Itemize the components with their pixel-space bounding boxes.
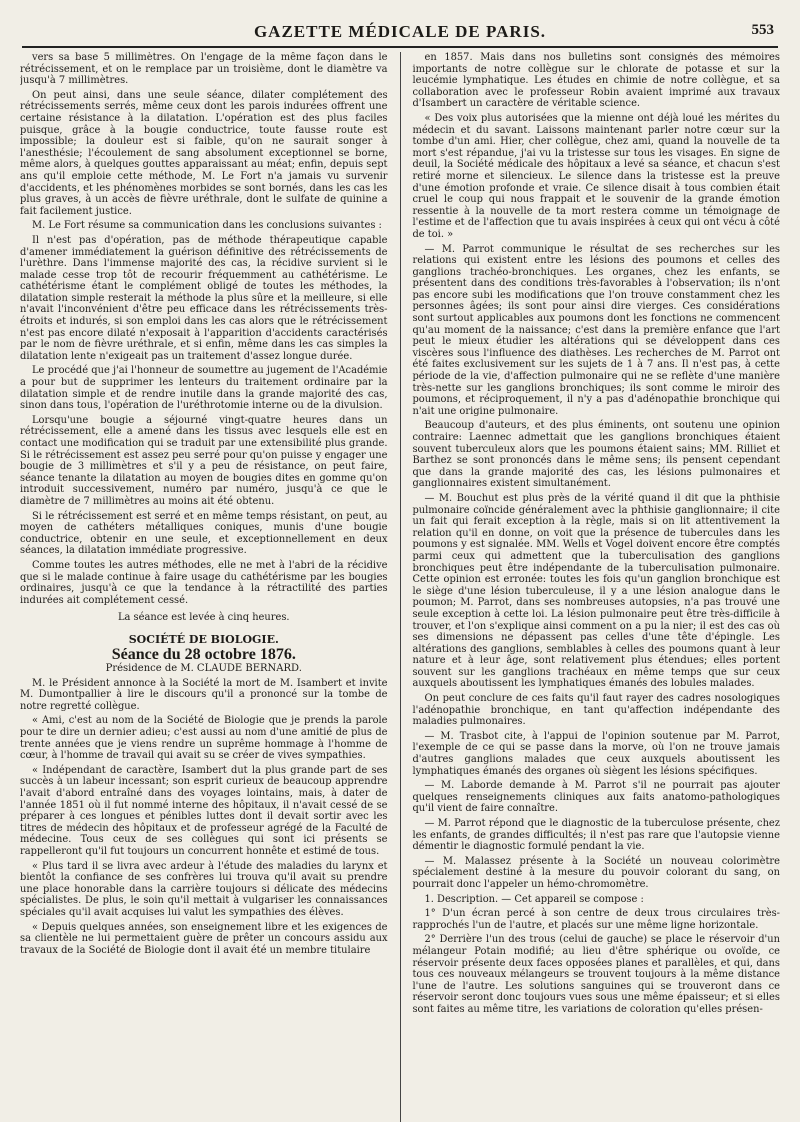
paragraph: M. le Président annonce à la Société la mort de M. Isambert et invite M. Dumontpallier à lire le discours qu'il a prononcé sur la tombe de notre regretté collègue. [20,677,388,712]
paragraph: — M. Laborde demande à M. Parrot s'il ne pourrait pas ajouter quelques renseignements cliniques aux faits anatomo-pathologiques qu'il vient de faire connaître. [412,780,780,815]
paragraph: « Indépendant de caractère, Isambert dut la plus grande part de ses succès à un labeur incessant; son esprit curieux de beaucoup apprendre l'avait d'abord entraîné dans des voyages lointains, mais, à dater de l'année 1851 où il fut nommé interne des hôpitaux, il n'avait cessé de se préparer à ces longues et pénibles luttes dont il devait sortir avec les titres de médecin des hôpitaux et de professeur agrégé de la Faculté de médecine. Tous ceux de ses collègues qui sont ici présents se rappelleront qu'il fut toujours un concurrent honnête et estimé de tous. [20,764,388,857]
paragraph: M. Le Fort résume sa communication dans les conclusions suivantes : [32,220,382,232]
paragraph: — M. Trasbot cite, à l'appui de l'opinion soutenue par M. Parrot, l'exemple de ce qui se passe dans la morve, où l'on ne trouve jamais d'autres ganglions malades que ceux auxquels aboutissent les lymphatiques émanés des organes où siègent les lésions spécifiques. [412,730,780,777]
paragraph: Si le rétrécissement est serré et en même temps résistant, on peut, au moyen de cathéters métalliques coniques, munis d'une bougie conductrice, obtenir en une seule, et exceptionnellement en deux séances, la dilatation immédiate progressive. [20,510,388,557]
paragraph: Le procédé que j'ai l'honneur de soumettre au jugement de l'Académie a pour but de supprimer les lenteurs du traitement ordinaire par la dilatation simple et de rendre inutile dans la grande majorité des cas, sinon dans tous, l'opération de l'uréthrotomie interne ou de la divulsion. [20,365,388,412]
paragraph: « Plus tard il se livra avec ardeur à l'étude des maladies du larynx et bientôt la confiance de ses confrères lui trouva qu'il avait su prendre une place honorable dans la carrière toujours si délicate des médecins spécialistes. De plus, le soin qu'il mettait à vulgariser les connaissances spéciales qu'il avait acquises lui valut les sympathies des élèves. [20,860,388,918]
paragraph: Comme toutes les autres méthodes, elle ne met à l'abri de la récidive que si le malade continue à faire usage du cathétérisme par les bougies ordinaires, jusqu'à ce que la tendance à la rétractilité des parties indurées ait complétement cessé. [20,559,388,606]
paragraph: 2° Derrière l'un des trous (celui de gauche) se place le réservoir d'un mélangeur Potain modifié; au lieu d'être sphérique ou ovoïde, ce réservoir présente deux faces opposées planes et parallèles, et qui, dans tous ces nouveaux mélangeurs se trouvent toujours à la même distance l'une de l'autre. Les solutions sanguines qui se trouveront dans ce réservoir seront donc toujours vues sous une même épaisseur; et si elles sont faites au même titre, les variations de coloration qu'elles présen- [412,934,780,1015]
adjournment-note: La séance est levée à cinq heures. [117,612,290,624]
right-column [412,52,780,1122]
paragraph: 1. Description. — Cet appareil se compose : [424,893,644,905]
paragraph: vers sa base 5 millimètres. On l'engage de la même façon dans le rétrécissement, et on le remplace par un troisième, dont le diamètre va jusqu'à 7 millimètres. [20,52,388,87]
paragraph: On peut ainsi, dans une seule séance, dilater complétement des rétrécissements serrés, même ceux dont les parois indurées offrent une certaine résistance à la dilatation. L'opération est des plus faciles puisque, grâce à la bougie conductrice, toute fausse route est impossible; la douleur est si faible, qu'on ne saurait songer à l'anesthésie; l'écoulement de sang absolument exceptionnel se borne, même alors, à quelques gouttes apparaissant au méat; enfin, depuis sept ans qu'il emploie cette méthode, M. Le Fort n'a jamais vu survenir d'accidents, et les phénomènes morbides se sont bornés, dans les cas les plus graves, à un accès de fièvre uréthrale, dont le sulfate de quinine a fait facilement justice. [20,89,388,217]
paragraph: en 1857. Mais dans nos bulletins sont consignés des mémoires importants de notre collègue sur le chlorate de potasse et sur la leucémie lymphatique. Les études en chimie de notre collègue, et sa collaboration avec le professeur Robin avaient imprimé aux travaux d'Isambert un caractère de véritable science. [412,52,780,110]
paragraph: « Ami, c'est au nom de la Société de Biologie que je prends la parole pour te dire un dernier adieu; c'est aussi au nom d'une amitié de plus de trente années que je viens rendre un suprême hommage à l'homme de cœur, à l'homme de travail qui avait su se créer de vives sympathies. [20,715,388,762]
column-divider [400,52,401,1122]
session-date-heading: Séance du 28 octobre 1876. [111,645,296,663]
paragraph: Beaucoup d'auteurs, et des plus éminents, ont soutenu une opinion contraire: Laennec admettait que les ganglions bronchiques étaient souvent tuberculeux alors que les poumons étaient sains; MM. Rilliet et Barthez se sont prononcés dans le même sens; ils pensent cependant que dans la grande majorité des cas, les lésions pulmonaires et ganglionnaires existent simultanément. [412,420,780,490]
masthead-title: GAZETTE MÉDICALE DE PARIS. [253,22,547,41]
paragraph: « Depuis quelques années, son enseignement libre et les exigences de sa clientèle ne lui permettaient guère de prêter un concours assidu aux travaux de la Société de Biologie dont il avait été un membre titulaire [20,921,388,956]
presidency-line: Présidence de M. CLAUDE BERNARD. [105,663,302,675]
paragraph: Lorsqu'une bougie a séjourné vingt-quatre heures dans un rétrécissement, elle a amené dans les tissus avec lesquels elle est en contact une modification qui se traduit par une extensibilité plus grande. Si le rétrécissement est assez peu serré pour qu'on puisse y engager une bougie de 3 millimètres et s'il y a peu de résistance, on peut faire, séance tenante la dilatation au moyen de bougies dites en gomme qu'on introduit successivement, numéro par numéro, jusqu'à ce que le diamètre de 7 millimètres au moins ait été obtenu. [20,414,388,507]
paragraph: — M. Bouchut est plus près de la vérité quand il dit que la phthisie pulmonaire coïncide généralement avec la phthisie ganglionnaire; il cite un fait qui ferait exception à la règle, mais si on lit attentivement la relation qu'il en donne, on voit que la présence de tubercules dans les poumons y est signalée. MM. Wells et Vogel doivent encore être comptés parmi ceux qui admettent que la tuberculisation des ganglions bronchiques peut être indépendante de la tuberculisation pulmonaire. Cette opinion est erronée: toutes les fois qu'un ganglion bronchique est le siège d'une lésion tuberculeuse, il y a une lésion analogue dans le poumon; M. Parrot, dans ses nombreuses autopsies, n'a pas trouvé une seule exception à cette loi. La lésion pulmonaire peut être très-difficile à trouver, et l'on s'explique ainsi comment on a pu la nier; il est des cas où ses dimensions ne dépassent pas celles d'une tête d'épingle. Les altérations des ganglions, semblables à celles des poumons quant à leur nature et à leur âge, sont relativement plus étendues; elles portent souvent sur les ganglions trachéaux en même temps que sur ceux auxquels aboutissent les lymphatiques émanés des lobules malades. [412,492,780,690]
society-heading: SOCIÉTÉ DE BIOLOGIE. [128,632,279,646]
page-number: 553 [751,22,774,38]
paragraph: Il n'est pas d'opération, pas de méthode thérapeutique capable d'amener immédiatement la guérison définitive des rétrécissements de l'urèthre. Dans l'immense majorité des cas, la récidive survient si le malade cesse trop tôt de recourir fréquemment au cathétérisme. Le cathétérisme étant le complément obligé de toutes les méthodes, la dilatation simple resterait la méthode la plus sûre et la meilleure, si elle n'avait l'inconvénient d'être peu efficace dans les rétrécissements très-étroits et indurés, si son emploi dans les cas alors que le rétrécissement n'est pas encore dilaté n'exposait à l'apparition d'accidents caractérisés par le nom de fièvre uréthrale, et si enfin, même dans les cas simples la dilatation lente n'exigeait pas un traitement d'assez longue durée. [20,234,388,362]
paragraph: On peut conclure de ces faits qu'il faut rayer des cadres nosologiques l'adénopathie bronchique, en tant qu'affection indépendante des maladies pulmonaires. [412,693,780,728]
page-header [22,16,778,48]
left-column [20,52,388,1122]
paragraph: 1° D'un écran percé à son centre de deux trous circulaires très-rapprochés l'un de l'autre, et placés sur une même ligne horizontale. [412,908,780,931]
paragraph: — M. Parrot répond que le diagnostic de la tuberculose présente, chez les enfants, de grandes difficultés; il n'est pas rare que l'autopsie vienne démentir le diagnostic formulé pendant la vie. [412,818,780,853]
paragraph: — M. Malassez présente à la Société un nouveau colorimètre spécialement destiné à la mesure du pouvoir colorant du sang, on pourrait donc l'appeler un hémo-chromomètre. [412,855,780,890]
two-column-body [16,52,784,1122]
paragraph: « Des voix plus autorisées que la mienne ont déjà loué les mérites du médecin et du savant. Laissons maintenant parler notre cœur sur la tombe d'un ami. Hier, cher collègue, chez ami, quand la nouvelle de ta mort s'est répandue, j'ai vu la tristesse sur tous les visages. En signe de deuil, la Société médicale des hôpitaux a levé sa séance, et chacun s'est retiré morne et silencieux. Le silence dans la tristesse est la preuve d'une émotion profonde et vraie. Ce silence disait à tous combien était cruel le coup qui nous frappait et le souvenir de la grande émotion ressentie à la nouvelle de ta mort restera comme un témoignage de l'estime et de l'affection que tu avais inspirées à ceux qui ont vécu à côté de toi. » [412,112,780,240]
paragraph: — M. Parrot communique le résultat de ses recherches sur les relations qui existent entre les lésions des poumons et celles des ganglions trachéo-bronchiques. Les organes, chez les enfants, se présentent dans des conditions très-favorables à l'observation; ils n'ont pas encore subi les modifications que l'on trouve constamment chez les personnes âgées; ils sont pour ainsi dire vierges. Ces considérations sont surtout applicables aux poumons dont les fonctions ne commencent qu'au moment de la naissance; c'est dans la première enfance que l'art peut le mieux étudier les altérations qui se développent dans ces viscères sous l'influence des diathèses. Les recherches de M. Parrot ont été faites exclusivement sur les sujets de 1 à 7 ans. Il n'est pas, à cette période de la vie, d'affection pulmonaire qui ne se reflète d'une manière très-nette sur les ganglions bronchiques; ils sont comme le miroir des poumons, et réciproquement, il n'y a pas d'adénopathie bronchique qui n'ait une origine pulmonaire. [412,243,780,417]
